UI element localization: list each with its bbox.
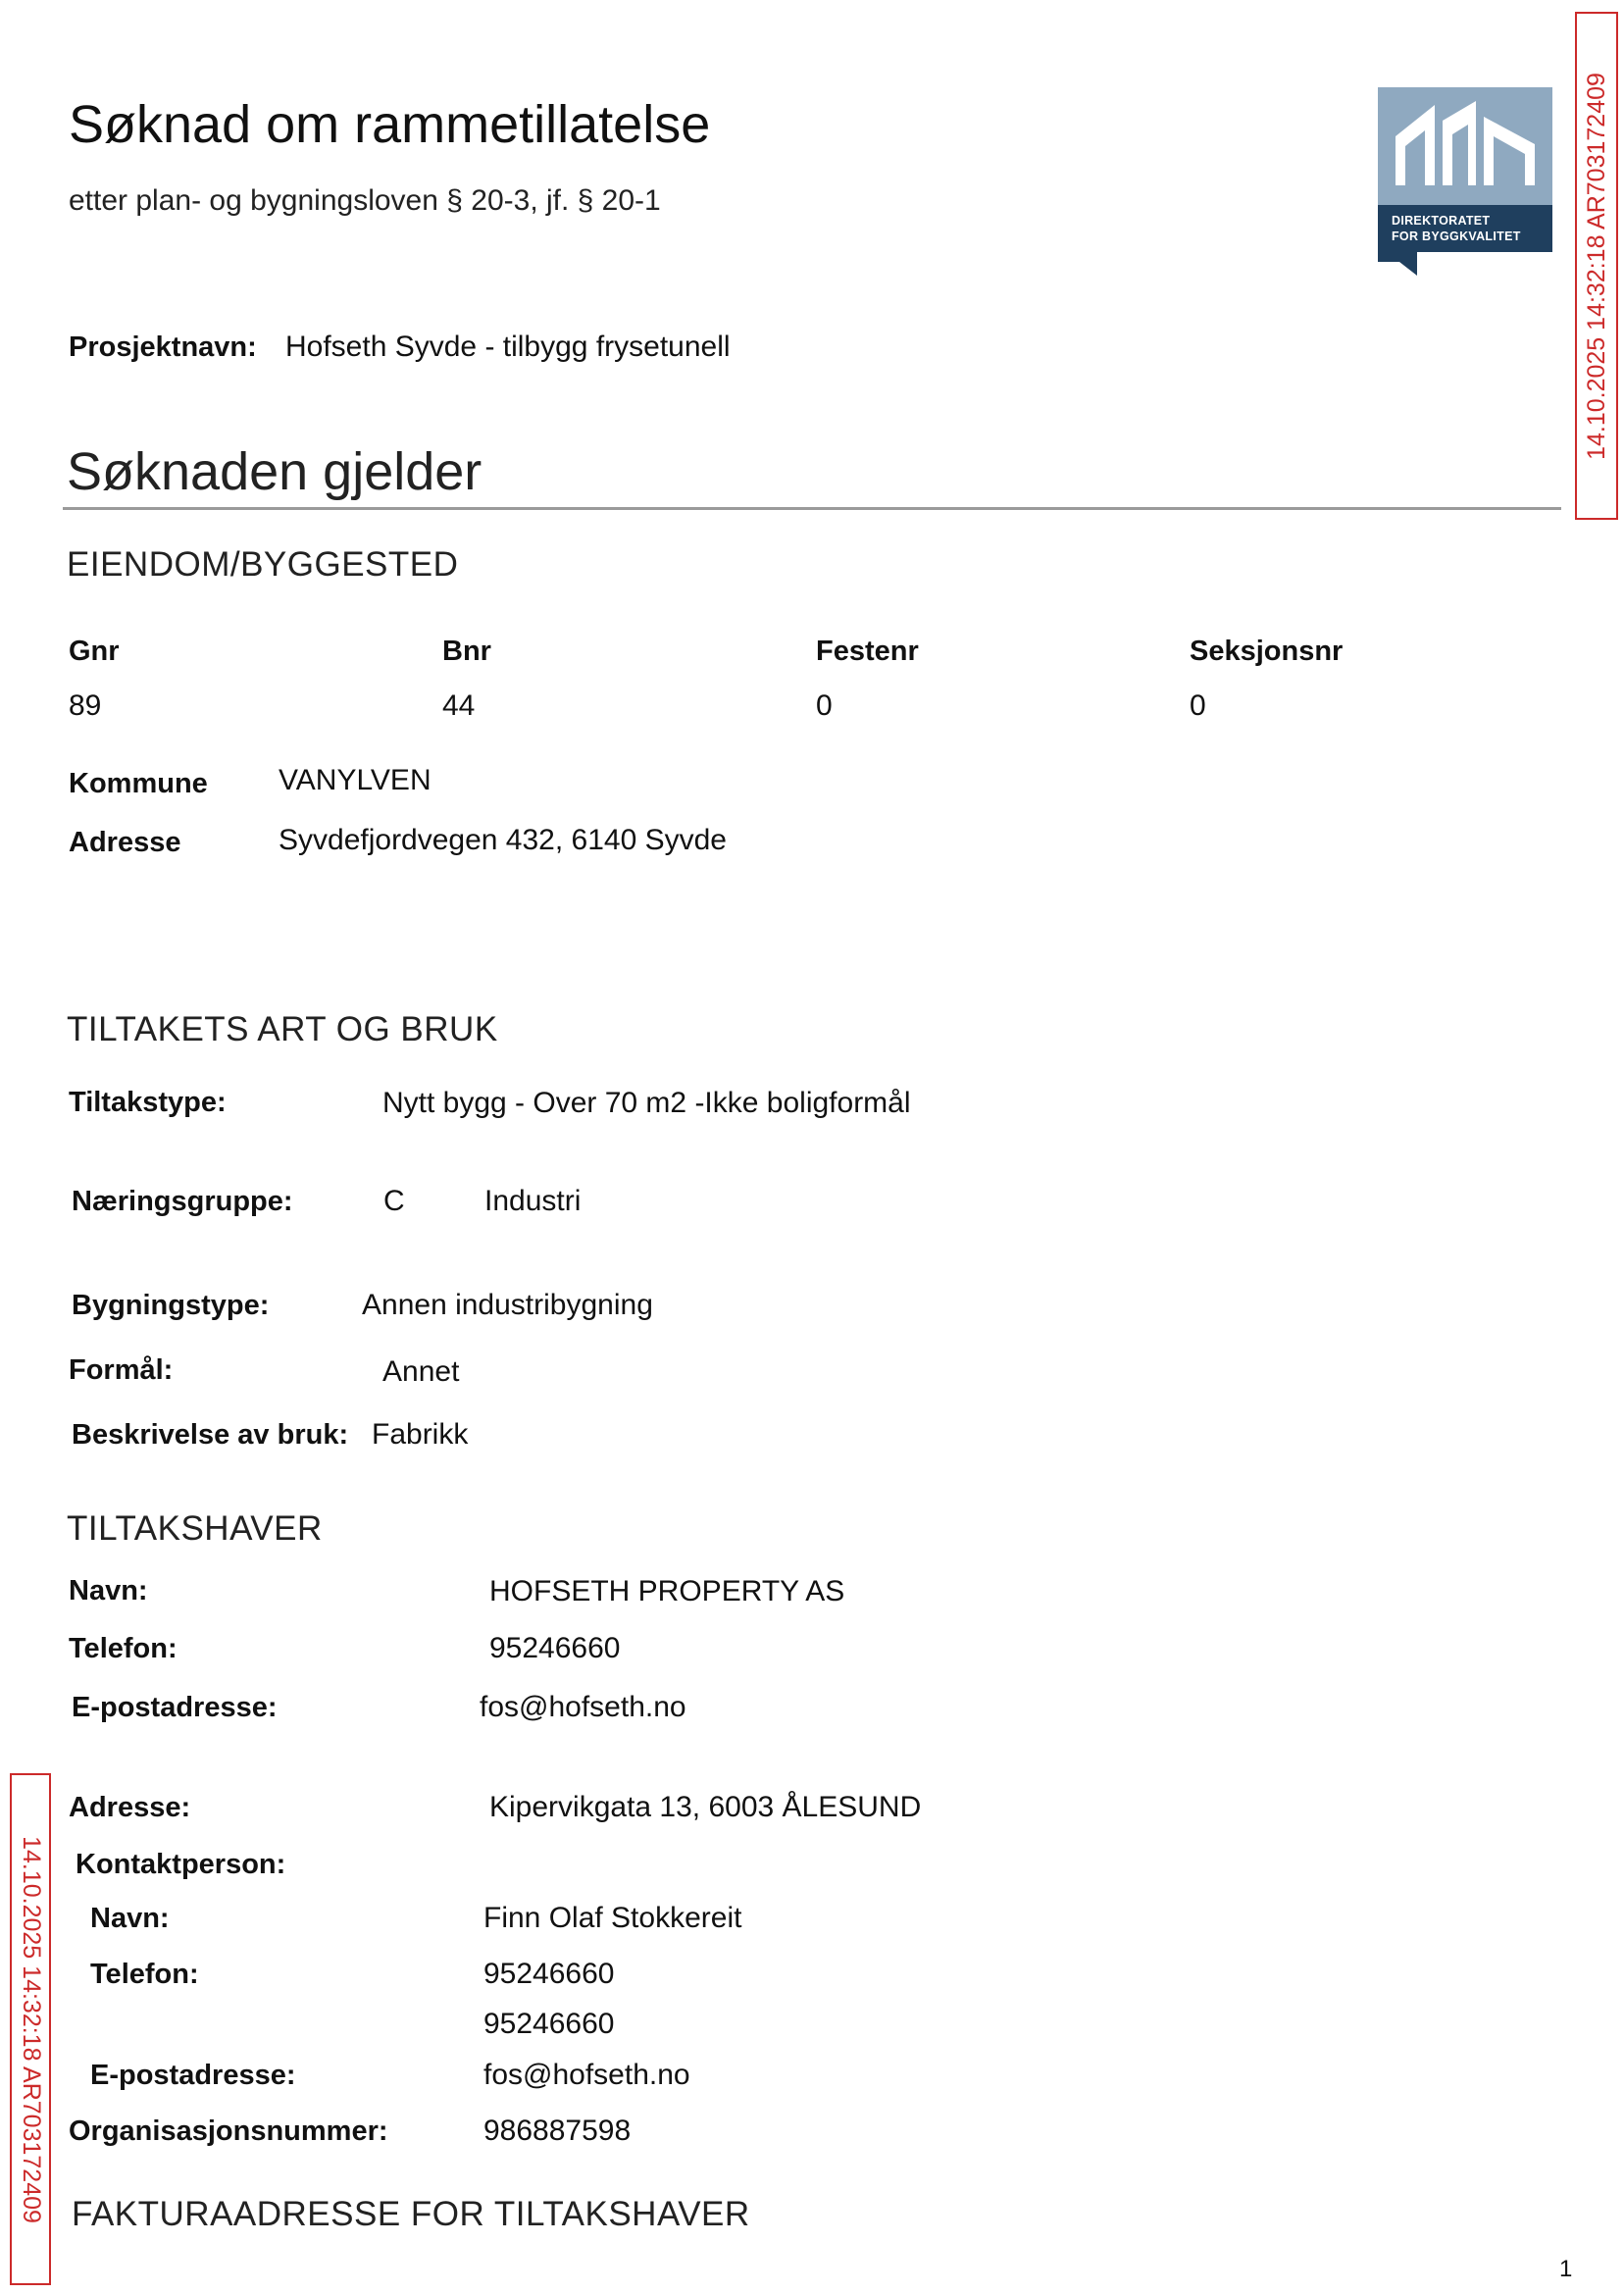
- tiltak-heading: TILTAKETS ART OG BRUK: [67, 1010, 498, 1048]
- kommune-label: Kommune: [69, 768, 208, 799]
- kontakt-navn-label: Navn:: [90, 1903, 170, 1934]
- naeringsgruppe-code: C: [383, 1185, 405, 1217]
- telefon-label: Telefon:: [69, 1633, 178, 1664]
- bruk-value: Fabrikk: [372, 1418, 469, 1451]
- seksjonsnr-value: 0: [1190, 689, 1206, 722]
- stamp-text-top: 14.10.2025 14:32:18 AR703172409: [1582, 72, 1610, 460]
- section-divider: [63, 507, 1561, 510]
- tiltakstype-label: Tiltakstype:: [69, 1087, 227, 1118]
- receipt-stamp-top: [1575, 12, 1618, 520]
- formaal-value: Annet: [382, 1355, 460, 1388]
- kontakt-navn-value: Finn Olaf Stokkereit: [483, 1902, 742, 1934]
- navn-label: Navn:: [69, 1575, 148, 1606]
- epost-label: E-postadresse:: [72, 1692, 278, 1723]
- eiendom-heading: EIENDOM/BYGGESTED: [67, 545, 459, 584]
- building-icon: [1378, 87, 1552, 205]
- logo-name-band: [1378, 205, 1552, 252]
- tiltakstype-value: Nytt bygg - Over 70 m2 -Ikke boligformål: [382, 1087, 911, 1119]
- kontakt-telefon-value-1: 95246660: [483, 1958, 615, 1990]
- festenr-value: 0: [816, 689, 833, 722]
- document-subtitle: etter plan- og bygningsloven § 20-3, jf. § 20-1: [69, 184, 661, 217]
- kommune-value: VANYLVEN: [279, 764, 431, 796]
- naeringsgruppe-value: Industri: [484, 1185, 582, 1217]
- page-number: 1: [1559, 2256, 1573, 2282]
- kontakt-epost-value: fos@hofseth.no: [483, 2059, 690, 2091]
- tiltakshaver-heading: TILTAKSHAVER: [67, 1509, 323, 1548]
- logo-tab-icon: [1378, 252, 1417, 276]
- project-name-label: Prosjektnavn:: [69, 331, 257, 363]
- seksjonsnr-label: Seksjonsnr: [1190, 636, 1344, 667]
- receipt-stamp-bottom: [10, 1773, 51, 2285]
- bnr-value: 44: [442, 689, 476, 722]
- adresse-label: Adresse: [69, 827, 181, 858]
- bygningstype-value: Annen industribygning: [362, 1289, 653, 1321]
- festenr-label: Festenr: [816, 636, 919, 667]
- kontakt-telefon-label: Telefon:: [90, 1959, 199, 1990]
- dibk-logo: [1378, 87, 1552, 276]
- gnr-value: 89: [69, 689, 102, 722]
- adresse-value: Syvdefjordvegen 432, 6140 Syvde: [279, 824, 727, 856]
- stamp-text-bottom: 14.10.2025 14:32:18 AR703172409: [17, 1835, 45, 2223]
- naeringsgruppe-label: Næringsgruppe:: [72, 1186, 293, 1217]
- orgnr-value: 986887598: [483, 2115, 632, 2147]
- adresse-th-value: Kipervikgata 13, 6003 ÅLESUND: [489, 1791, 922, 1823]
- document-title: Søknad om rammetillatelse: [69, 95, 711, 154]
- telefon-value: 95246660: [489, 1632, 621, 1664]
- faktura-heading: FAKTURAADRESSE FOR TILTAKSHAVER: [72, 2195, 750, 2233]
- logo-line2: FOR BYGGKVALITET: [1392, 229, 1521, 243]
- bruk-label: Beskrivelse av bruk:: [72, 1419, 349, 1451]
- epost-value: fos@hofseth.no: [480, 1691, 686, 1723]
- kontakt-epost-label: E-postadresse:: [90, 2060, 296, 2091]
- logo-line1: DIREKTORATET: [1392, 214, 1491, 228]
- project-name-value: Hofseth Syvde - tilbygg frysetunell: [285, 331, 731, 363]
- formaal-label: Formål:: [69, 1354, 174, 1386]
- section-title: Søknaden gjelder: [67, 442, 482, 501]
- logo-building-mark: [1378, 87, 1552, 205]
- orgnr-label: Organisasjonsnummer:: [69, 2116, 388, 2147]
- kontakt-telefon-value-2: 95246660: [483, 2008, 615, 2040]
- navn-value: HOFSETH PROPERTY AS: [489, 1575, 845, 1607]
- bygningstype-label: Bygningstype:: [72, 1290, 270, 1321]
- adresse-th-label: Adresse:: [69, 1792, 191, 1823]
- bnr-label: Bnr: [442, 636, 491, 667]
- gnr-label: Gnr: [69, 636, 120, 667]
- kontaktperson-label: Kontaktperson:: [76, 1849, 286, 1880]
